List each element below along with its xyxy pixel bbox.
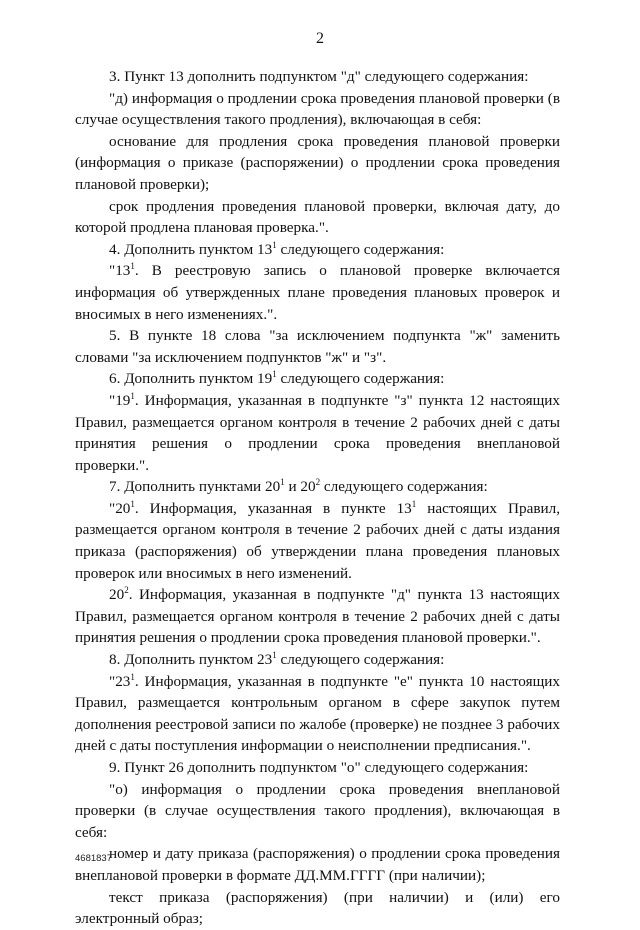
text-segment: "23	[109, 672, 131, 690]
text-segment: . В реестровую запись о плановой проверке включается информация об утвержденных плане проведения плановых проверок и вносимых в него изменениях.".	[75, 262, 560, 323]
text-segment: 4. Дополнить пунктом 13	[109, 240, 273, 258]
superscript: 2	[124, 585, 129, 596]
text-segment: 20	[109, 586, 125, 604]
text-segment: "19	[109, 391, 131, 409]
paragraph	[75, 671, 560, 757]
paragraph	[75, 325, 560, 368]
paragraph	[75, 584, 560, 649]
superscript: 1	[130, 671, 135, 682]
paragraph	[75, 260, 560, 325]
text-segment: и 20	[284, 478, 316, 496]
paragraph	[75, 779, 560, 844]
text-segment: 5. В пункте 18 слова "за исключением подпункта "ж" заменить словами "за исключением подпунктов "ж" и "з".	[75, 327, 560, 366]
text-segment: 7. Дополнить пунктами 20	[109, 478, 281, 496]
text-segment: "13	[109, 262, 131, 280]
superscript: 1	[272, 649, 277, 660]
text-segment: основание для продления срока проведения плановой проверки (информация о приказе (распоряжении) о продлении срока проведения плановой проверки);	[75, 132, 560, 193]
document-code: 4681837	[75, 853, 112, 864]
paragraph	[75, 66, 560, 88]
text-segment: следующего содержания:	[320, 478, 488, 496]
text-segment: 9. Пункт 26 дополнить подпунктом "о" следующего содержания:	[109, 759, 529, 776]
text-segment: . Информация, указанная в подпункте "з" пункта 12 настоящих Правил, размещается органом контроля в течение 2 рабочих дней с даты принятия решения о продлении срока проведения внеплановой проверки.".	[75, 391, 560, 474]
text-segment: . Информация, указанная в подпункте "е" пункта 10 настоящих Правил, размещается контрольным органом в сфере закупок путем дополнения реестровой записи по жалобе (проверке) не позднее 3 рабочих дней с даты поступления информации о неисполнении предписания.".	[75, 672, 560, 755]
superscript: 1	[130, 498, 135, 509]
paragraph	[75, 476, 560, 498]
paragraph	[75, 368, 560, 390]
superscript: 2	[315, 477, 321, 488]
paragraph	[75, 196, 560, 239]
superscript: 1	[130, 390, 135, 401]
superscript: 1	[130, 261, 135, 272]
text-segment: "20	[109, 499, 131, 517]
paragraph	[75, 887, 560, 930]
superscript: 1	[272, 369, 277, 380]
text-segment: "о) информация о продлении срока проведения внеплановой проверки (в случае осуществления такого продления), включающая в себя:	[75, 780, 560, 841]
text-segment: "д) информация о продлении срока проведения плановой проверки (в случае осуществления такого продления), включающая в себя:	[75, 89, 560, 129]
paragraph	[75, 649, 560, 671]
text-segment: 8. Дополнить пунктом 23	[109, 651, 273, 669]
paragraph	[75, 88, 560, 131]
paragraph	[75, 131, 560, 196]
text-segment: текст приказа (распоряжения) (при наличии) и (или) его электронный образ;	[75, 888, 560, 928]
page-number: 2	[316, 30, 324, 47]
paragraph	[75, 843, 560, 886]
superscript: 1	[272, 239, 277, 250]
text-segment: настоящих Правил, размещается органом контроля в течение 2 рабочих дней с даты издания приказа (распоряжения) об утверждении плана проведения плановых проверок или вносимых в него изменений.	[75, 499, 560, 582]
text-segment: следующего содержания:	[276, 240, 445, 258]
text-segment: 3. Пункт 13 дополнить подпунктом "д" следующего содержания:	[109, 68, 529, 85]
paragraph	[75, 498, 560, 584]
text-segment: срок продления проведения плановой проверки, включая дату, до которой продлена плановая проверка.".	[75, 197, 560, 237]
paragraph	[75, 390, 560, 476]
text-segment: номер и дату приказа (распоряжения) о продлении срока проведения внеплановой проверки в формате ДД.ММ.ГГГГ (при наличии);	[75, 845, 560, 884]
paragraph	[75, 239, 560, 261]
document-body	[75, 66, 560, 930]
text-segment: . Информация, указанная в пункте 13	[134, 499, 412, 517]
paragraph	[75, 757, 560, 779]
text-segment: . Информация, указанная в подпункте "д" пункта 13 настоящих Правил, размещается органом контроля в течение 2 рабочих дней с даты принятия решения о продлении срока проведения плановой проверки.".	[75, 586, 560, 647]
text-segment: 6. Дополнить пунктом 19	[109, 370, 273, 388]
text-segment: следующего содержания:	[276, 651, 445, 669]
superscript: 1	[280, 477, 285, 488]
text-segment: следующего содержания:	[276, 370, 445, 388]
superscript: 1	[411, 498, 417, 509]
